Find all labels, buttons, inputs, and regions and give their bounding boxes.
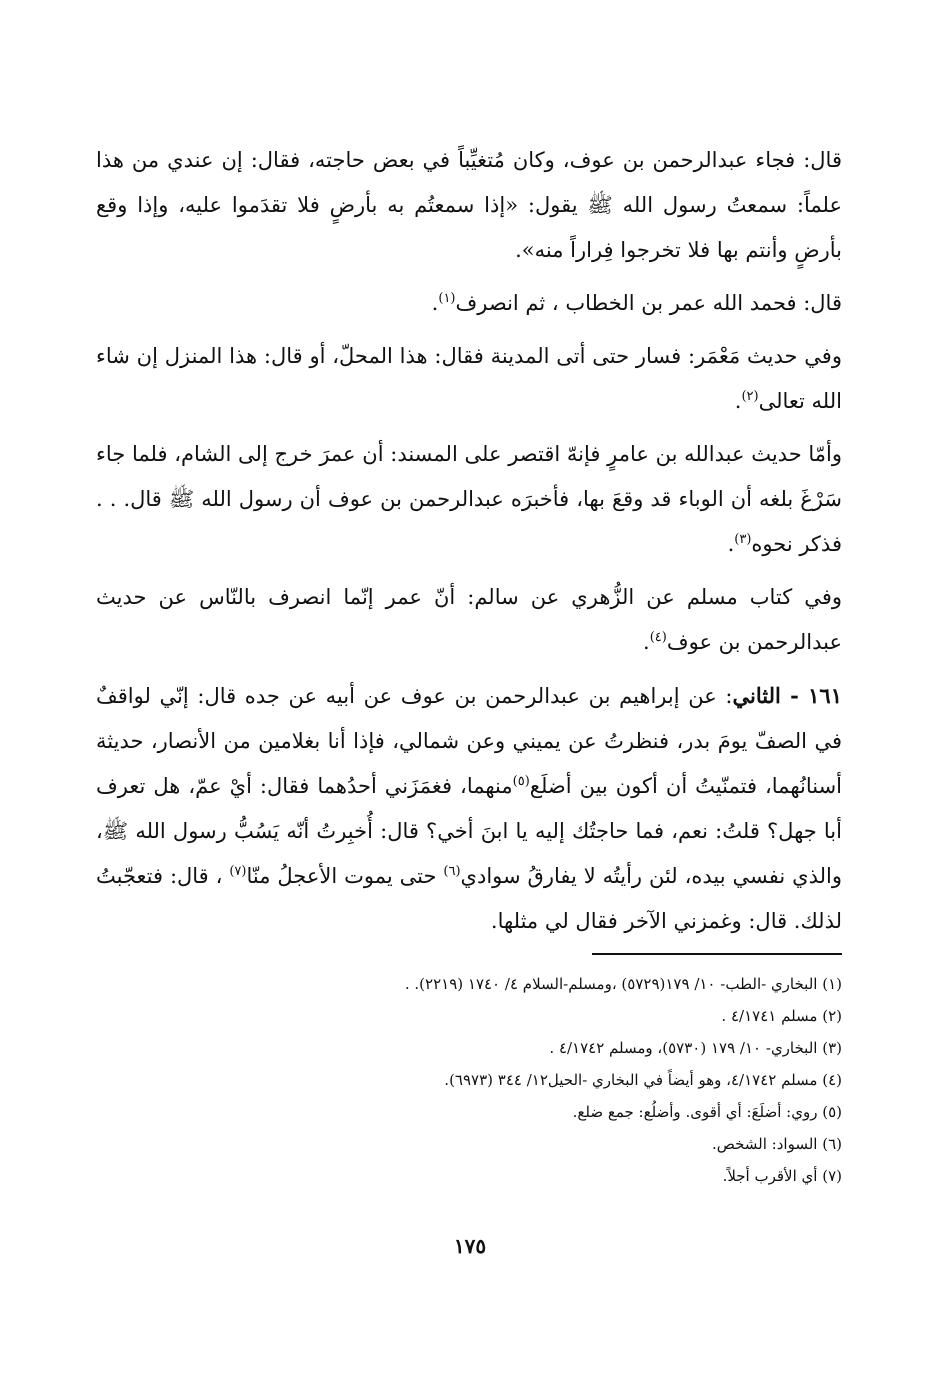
paragraph-3-end: . [734,389,742,413]
footnote-ref-6[interactable]: (٦) [443,864,461,879]
paragraph-4-text: وأمّا حديث عبدالله بن عامرٍ فإنهّ اقتصر على المسند: أن عمرَ خرج إلى الشام، فلما جاء سَرْغَ بلغه أن الوباء قد وقعَ بها، فأخبرَه عبدالرحمن بن عوف أن رسول الله ﷺ قال. . . فذكر نحوه [96,442,842,556]
footnote-divider [592,953,842,955]
footnote-6: (٦) السواد: الشخص. [711,1135,842,1153]
page-number: ١٧٥ [453,1234,487,1258]
paragraph-6-text-b: منهما، فغمَزَني أحدُهما فقال: أيْ عمّ، هل تعرف أبا جهل؟ قلتُ: نعم، فما حاجتُك إليه يا ابنَ أخي؟ قال: أُخبِرتُ أنّه يَسُبُّ رسول الله ﷺ، والذي نفسي بيده، لئن رأيتُه لا يفارقُ سوادي [96,774,842,888]
footnote-ref-1[interactable]: (١) [438,291,456,306]
footnote-2: (٢) مسلم ٤/١٧٤١ . [721,1007,842,1025]
paragraph-5 [96,575,842,665]
footnote-ref-4[interactable]: (٤) [649,630,667,645]
paragraph-5-end: . [643,630,650,654]
paragraph-6-text-d: ، قال: فتعجّبتُ لذلك. قال: وغمزني الآخر فقال لي مثلها. [96,864,842,933]
paragraph-1 [96,138,842,273]
paragraph-3 [96,334,842,424]
paragraph-4-end: . [727,532,735,556]
footnote-ref-5[interactable]: (٥) [512,774,530,789]
paragraph-6 [96,673,842,944]
footnote-5: (٥) روي: أضلَعَ: أي أقوى. وأضلُع: جمع ضلع. [572,1103,842,1121]
footnote-1: (١) البخاري -الطب- ١٠/ ١٧٩(٥٧٢٩) ،ومسلم-السلام ٤/ ١٧٤٠ (٢٢١٩). . [404,975,842,993]
footnote-ref-7[interactable]: (٧) [229,864,247,879]
footnote-4: (٤) مسلم ٤/١٧٤٢، وهو أيضاً في البخاري -الحيل١٢/ ٣٤٤ (٦٩٧٣). [444,1071,842,1089]
main-text [96,138,842,944]
paragraph-4 [96,432,842,567]
paragraph-1-text: قال: فجاء عبدالرحمن بن عوف، وكان مُتغيِّباً في بعض حاجته، فقال: إن عندي من هذا علماً: سمعتُ رسول الله ﷺ يقول: «إذا سمعتُم به بأرضٍ فلا تقدَموا عليه، وإذا وقع بأرضٍ وأنتم بها فلا تخرجوا فِراراً منه». [96,148,842,262]
paragraph-6-text-c: حتى يموت الأعجلُ منّا [246,864,444,888]
footnotes-list [96,968,842,1192]
footnote-ref-3[interactable]: (٣) [734,532,752,547]
footnote-7: (٧) أي الأقرب أجلاً. [722,1167,842,1185]
footnote-ref-2[interactable]: (٢) [741,389,759,404]
hadith-number: ١٦١ - الثاني [732,683,842,708]
paragraph-2-text: قال: فحمد الله عمر بن الخطاب ، ثم انصرف [455,291,842,315]
paragraph-3-text: وفي حديث مَعْمَر: فسار حتى أتى المدينة فقال: هذا المحلّ، أو قال: هذا المنزل إن شاء الله تعالى [96,344,842,413]
paragraph-6-text-a: : عن إبراهيم بن عبدالرحمن بن عوف عن أبيه عن جده قال: إنّي لواقفٌ في الصفّ يومَ بدر، فنظرتُ عن يميني وعن شمالي، فإذا أنا بغلامين من الأنصار، حديثة أسنانُهما، فتمنّيتُ أن أكون بين أضلَع [96,684,843,798]
paragraph-2-end: . [431,291,439,315]
paragraph-5-text: وفي كتاب مسلم عن الزُّهري عن سالم: أنّ عمر إنّما انصرف بالنّاس عن حديث عبدالرحمن بن عوف [96,585,842,654]
paragraph-2 [96,281,842,326]
footnote-3: (٣) البخاري- ١٠/ ١٧٩ (٥٧٣٠)، ومسلم ٤/١٧٤٢ . [549,1039,842,1057]
